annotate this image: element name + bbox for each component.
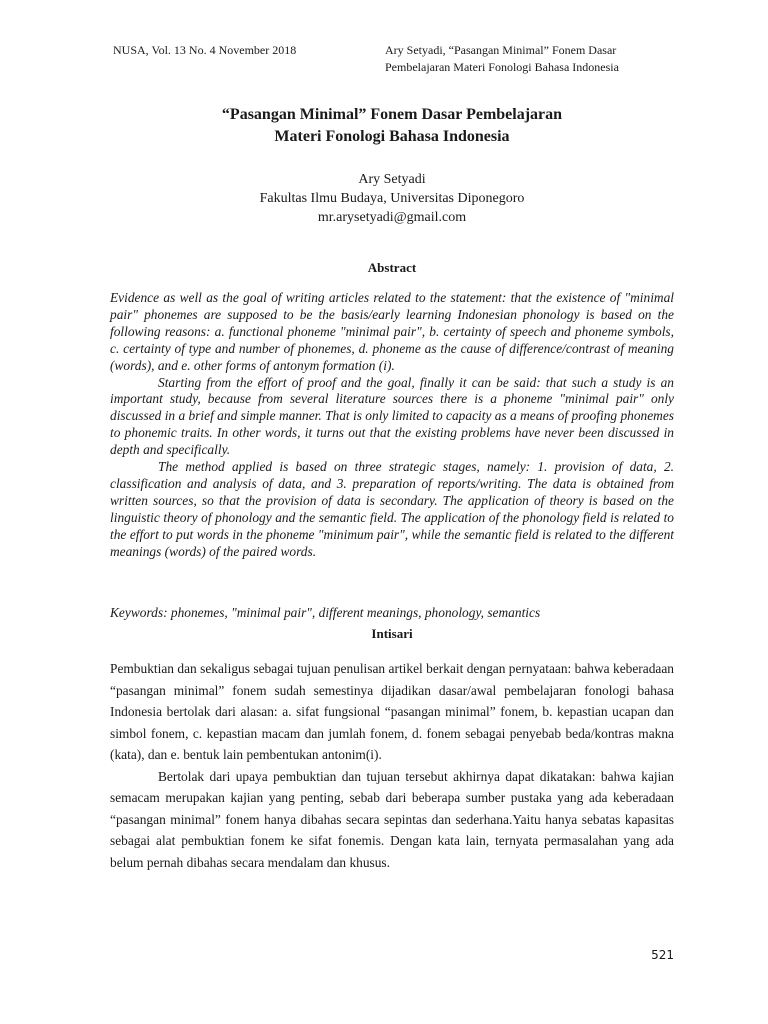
intisari-body bbox=[110, 658, 674, 873]
running-header-line-2: Pembelajaran Materi Fonologi Bahasa Indonesia bbox=[385, 60, 619, 74]
page-number: 521 bbox=[651, 948, 674, 962]
intisari-paragraph: Pembuktian dan sekaligus sebagai tujuan penulisan artikel berkait dengan pernyataan: bahwa keberadaan “pasangan minimal” fonem sudah semestinya dijadikan dasar/awal pembelajaran fonologi bahasa Indonesia bertolak dari alasan: a. sifat fungsional “pasangan minimal” fonem, b. kepastian ucapan dan simbol fonem, c. kepastian macam dan jumlah fonem, d. fonem sebagai penyebab beda/kontras makna (kata), dan e. bentuk lain pembentukan antonim(i). bbox=[110, 661, 674, 762]
author-block bbox=[110, 170, 674, 227]
author-email: mr.arysetyadi@gmail.com bbox=[317, 210, 467, 225]
abstract-heading: Abstract bbox=[367, 260, 417, 275]
abstract-body bbox=[110, 290, 674, 561]
abstract-keywords: Keywords: phonemes, "minimal pair", different meanings, phonology, semantics bbox=[110, 605, 541, 620]
article-title-line-2: Materi Fonologi Bahasa Indonesia bbox=[274, 128, 510, 145]
abstract-paragraph: Starting from the effort of proof and the goal, finally it can be said: that such a study is an important study, because from several literature sources there is a phoneme "minimal pair" only discussed in a brief and simple manner. That is only limited to capacity as a means of proofing phonemes to phonemic traits. In other words, it turns out that the existing problems have never been discussed in depth and specifically. bbox=[110, 374, 674, 458]
running-header-journal: NUSA, Vol. 13 No. 4 November 2018 bbox=[113, 43, 297, 57]
intisari-paragraph: Bertolak dari upaya pembuktian dan tujuan tersebut akhirnya dapat dikatakan: bahwa kajian semacam merupakan kajian yang penting, sebab dari beberapa sumber pustaka yang ada keberadaan “pasangan minimal” fonem hanya dibahas secara sepintas dan sederhana.Yaitu hanya sebatas kapasitas sebagai alat pembuktian fonem ke sifat fonemis. Dengan kata lain, ternyata permasalahan yang ada belum pernah dibahas secara mendalam dan khusus. bbox=[110, 768, 674, 870]
article-title-line-1: “Pasangan Minimal” Fonem Dasar Pembelajaran bbox=[221, 106, 563, 123]
intisari-heading: Intisari bbox=[371, 626, 413, 641]
author-affiliation: Fakultas Ilmu Budaya, Universitas Diponegoro bbox=[259, 191, 525, 206]
author-name: Ary Setyadi bbox=[358, 172, 426, 187]
running-header-article bbox=[385, 42, 619, 76]
abstract-paragraph: Evidence as well as the goal of writing articles related to the statement: that the existence of "minimal pair" phonemes are supposed to be the basis/early learning Indonesian phonology is based on the following reasons: a. functional phoneme "minimal pair", b. certainty of speech and phoneme symbols, c. certainty of type and number of phonemes, d. phoneme as the cause of difference/contrast of meaning (words), and e. other forms of antonym formation (i). bbox=[110, 290, 674, 373]
running-header-line-1: Ary Setyadi, “Pasangan Minimal” Fonem Dasar bbox=[385, 43, 617, 57]
article-title bbox=[110, 104, 674, 148]
abstract-paragraph: The method applied is based on three strategic stages, namely: 1. provision of data, 2. classification and analysis of data, and 3. preparation of reports/writing. The data is obtained from written sources, so that the provision of data is secondary. The application of theory is based on the linguistic theory of phonology and the semantic field. The application of the phonology field is related to the effort to put words in the phoneme "minimum pair", while the semantic field is related to the different meanings (words) of the paired words. bbox=[110, 459, 674, 559]
